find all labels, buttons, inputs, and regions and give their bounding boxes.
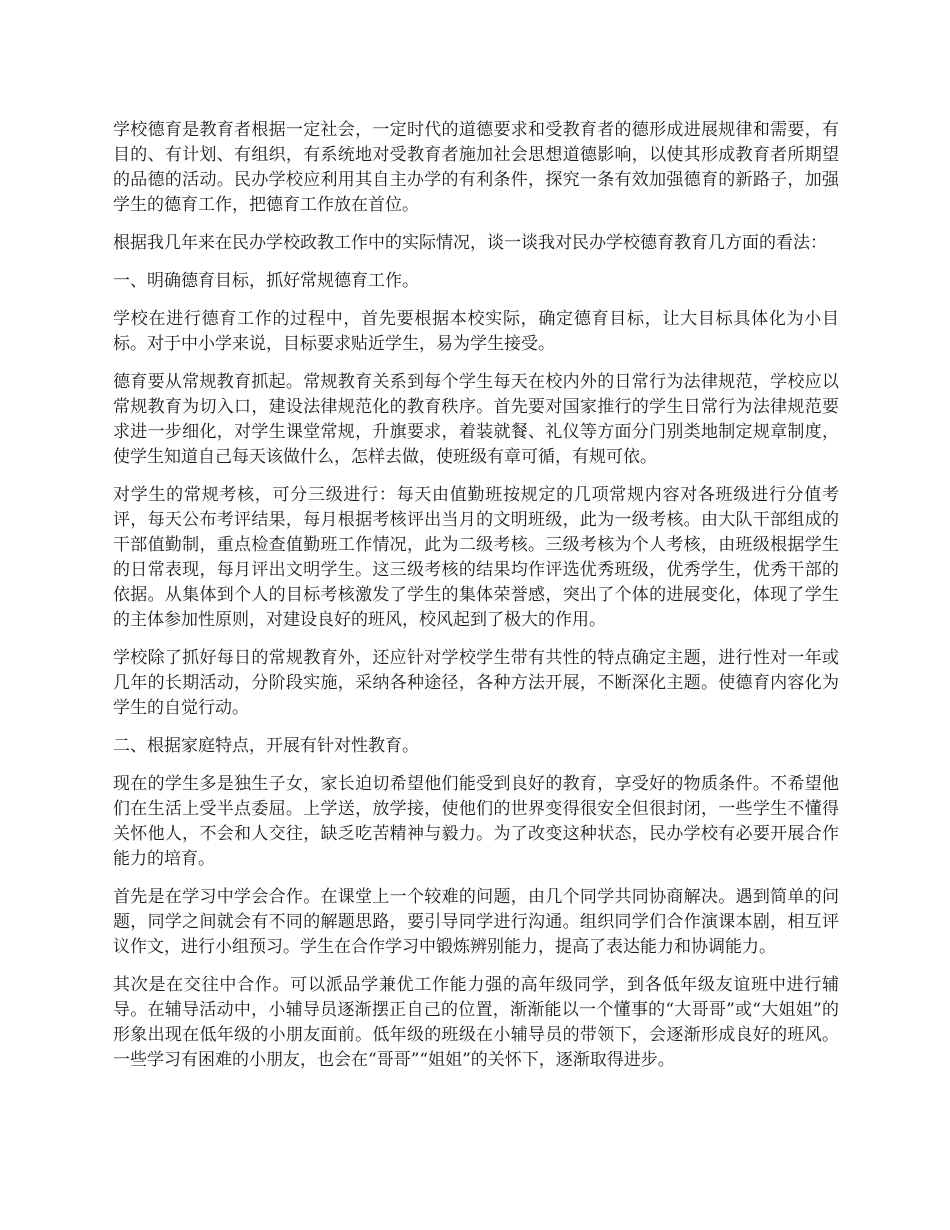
paragraph-themes: 学校除了抓好每日的常规教育外，还应针对学校学生带有共性的特点确定主题，进行性对一年或几年的长期活动，分阶段实施，采纳各种途径，各种方法开展，不断深化主题。使德育内容化为学生的自觉行动。 xyxy=(113,648,839,718)
paragraph-views: 根据我几年来在民办学校政教工作中的实际情况，谈一谈我对民办学校德育教育几方面的看法： xyxy=(113,233,827,253)
paragraph-social-cooperation: 其次是在交往中合作。可以派品学兼优工作能力强的高年级同学，到各低年级友谊班中进行辅导。在辅导活动中，小辅导员逐渐摆正自己的位置，渐渐能以一个懂事的“大哥哥”或“大姐姐”的形象出现在低年级的小朋友面前。低年级的班级在小辅导员的带领下，会逐渐形成良好的班风。一些学习有困难的小朋友，也会在“哥哥”“姐姐”的关怀下，逐渐取得进步。 xyxy=(113,975,839,1070)
paragraph-study-cooperation: 首先是在学习中学会合作。在课堂上一个较难的问题，由几个同学共同协商解决。遇到简单的问题，同学之间就会有不同的解题思路，要引导同学进行沟通。组织同学们合作演课本剧，相互评议作文，进行小组预习。学生在合作学习中锻炼辨别能力，提高了表达能力和协调能力。 xyxy=(113,887,839,957)
paragraph-goals: 学校在进行德育工作的过程中，首先要根据本校实际，确定德育目标，让大目标具体化为小目标。对于中小学来说，目标要求贴近学生，易为学生接受。 xyxy=(113,309,839,354)
paragraph-family: 现在的学生多是独生子女，家长迫切希望他们能受到良好的教育，享受好的物质条件。不希望他们在生活上受半点委屈。上学送，放学接，使他们的世界变得很安全但很封闭，一些学生不懂得关怀他人，不会和人交往，缺乏吃苦精神与毅力。为了改变这种状态，民办学校有必要开展合作能力的培育。 xyxy=(113,774,839,869)
paragraph-routine: 德育要从常规教育抓起。常规教育关系到每个学生每天在校内外的日常行为法律规范，学校应以常规教育为切入口，建设法律规范化的教育秩序。首先要对国家推行的学生日常行为法律规范要求进一步细化，对学生课堂常规，升旗要求，着装就餐、礼仪等方面分门别类地制定规章制度，使学生知道自己每天该做什么，怎样去做，使班级有章可循，有规可依。 xyxy=(113,372,839,467)
section-heading-1: 一、明确德育目标，抓好常规德育工作。 xyxy=(113,271,419,291)
paragraph-intro: 学校德育是教育者根据一定社会，一定时代的道德要求和受教育者的德形成进展规律和需要，有目的、有计划、有组织，有系统地对受教育者施加社会思想道德影响，以使其形成教育者所期望的品德的活动。民办学校应利用其自主办学的有利条件，探究一条有效加强德育的新路子，加强学生的德育工作，把德育工作放在首位。 xyxy=(113,120,839,215)
document-body xyxy=(113,118,839,1086)
paragraph-assessment: 对学生的常规考核，可分三级进行：每天由值勤班按规定的几项常规内容对各班级进行分值考评，每天公布考评结果，每月根据考核评出当月的文明班级，此为一级考核。由大队干部组成的干部值勤制，重点检查值勤班工作情况，此为二级考核。三级考核为个人考核，由班级根据学生的日常表现，每月评出文明学生。这三级考核的结果均作评选优秀班级，优秀学生，优秀干部的依据。从集体到个人的目标考核激发了学生的集体荣誉感，突出了个体的进展变化，体现了学生的主体参加性原则，对建设良好的班风，校风起到了极大的作用。 xyxy=(113,485,839,630)
section-heading-2: 二、根据家庭特点，开展有针对性教育。 xyxy=(113,736,419,756)
